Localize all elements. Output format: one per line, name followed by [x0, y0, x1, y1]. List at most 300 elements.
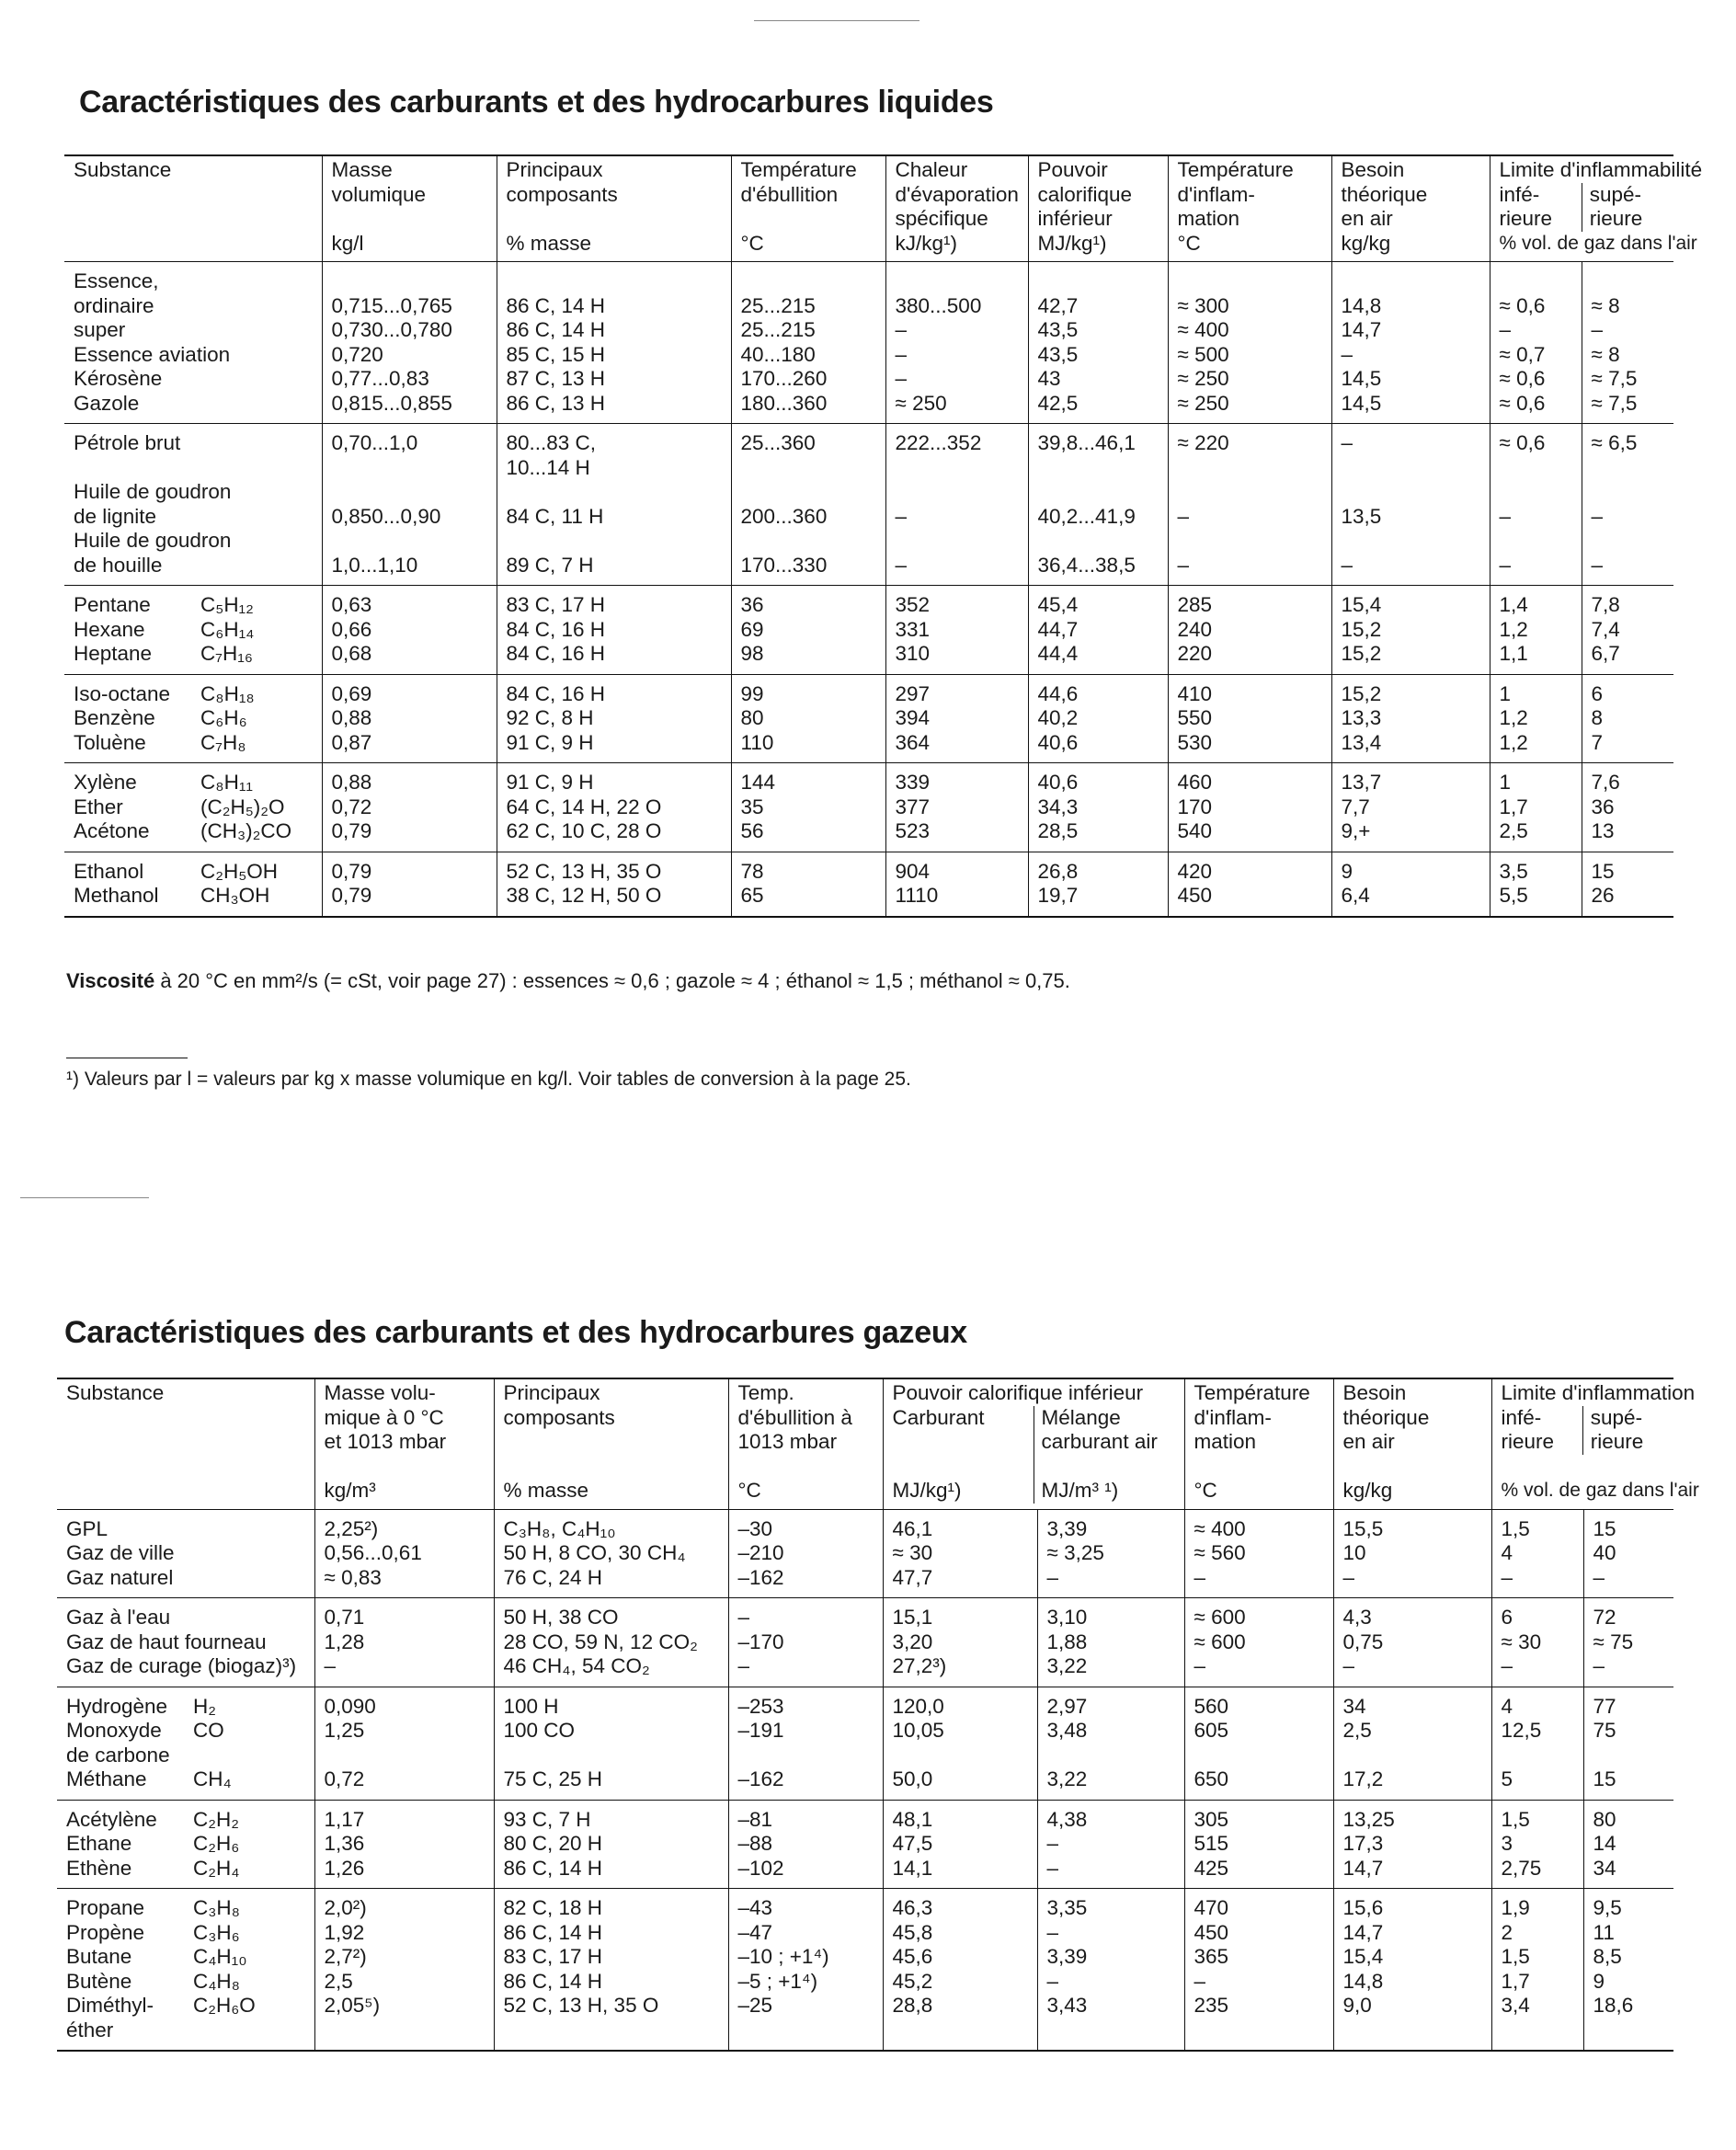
header-text: rieure	[1501, 1430, 1555, 1453]
cell-value: 6,4	[1341, 884, 1370, 907]
cell-value	[332, 480, 491, 505]
cell-value: 1110	[895, 884, 939, 907]
cell-value: 3,22	[1046, 1654, 1088, 1677]
cell-value: 1,2	[1499, 706, 1528, 729]
header-text: % vol. de gaz dans l'air	[1501, 1480, 1699, 1501]
cell-value: 1,1	[1499, 642, 1528, 665]
data-cell	[1582, 424, 1673, 586]
cell-value: 34	[1593, 1856, 1616, 1880]
header-text: Masse	[331, 158, 393, 181]
cell-value: –	[895, 553, 908, 577]
data-cell	[731, 424, 885, 586]
cell-value	[1343, 2018, 1486, 2043]
cell-value: 222...352	[895, 431, 982, 454]
header-text: d'ébullition à	[737, 1405, 852, 1429]
data-cell	[1490, 763, 1582, 852]
substance-label: Gaz à l'eau	[66, 1606, 171, 1629]
cell-value: 15	[1593, 1516, 1616, 1540]
data-cell	[322, 763, 497, 852]
cell-value: 144	[740, 771, 776, 794]
cell-value	[507, 269, 725, 294]
substance-name	[66, 1695, 309, 1720]
cell-value: ≈ 600	[1194, 1630, 1246, 1653]
table-row	[57, 1800, 1673, 1889]
cell-value: 305	[1194, 1807, 1229, 1831]
header-text: Masse volu-	[324, 1381, 436, 1404]
cell-value: 100 H	[503, 1694, 559, 1718]
cell-value: 42,7	[1037, 293, 1079, 317]
cell-value	[1342, 269, 1484, 294]
cell-value: 45,6	[892, 1945, 933, 1968]
header-text	[507, 207, 725, 232]
substance-name	[74, 706, 316, 731]
cell-value: 339	[895, 771, 931, 794]
substance-name	[74, 860, 316, 885]
cell-value: –	[1046, 1856, 1059, 1880]
substance-name	[74, 593, 316, 618]
footnote: ¹) Valeurs par l = valeurs par kg x masse volumique en kg/l. Voir tables de conversion à la page 25.	[66, 1069, 911, 1090]
substance-label: Diméthyl-	[66, 1994, 154, 2017]
substance-label: Gaz de curage (biogaz)³)	[66, 1654, 297, 1677]
substance-label: Gaz de haut fourneau	[66, 1630, 267, 1653]
cell-value: –	[1194, 1969, 1206, 1993]
substance-formula: C₄H₈	[193, 1969, 241, 1993]
cell-value: 0,090	[324, 1694, 376, 1718]
cell-value: 170...260	[740, 367, 828, 390]
cell-value: 34,3	[1037, 795, 1079, 818]
cell-value: 1,0...1,10	[331, 553, 418, 577]
header-text: théorique	[1341, 182, 1428, 206]
substance-label: Benzène	[74, 706, 155, 729]
cell-value: 8	[1591, 706, 1604, 729]
cell-value: 425	[1194, 1856, 1229, 1880]
cell-value: 89 C, 7 H	[506, 553, 594, 577]
cell-value: 3,35	[1046, 1896, 1088, 1919]
cell-value: 25...360	[740, 431, 816, 454]
cell-value: 11	[1593, 1920, 1615, 1944]
cell-value: 43,5	[1037, 342, 1079, 366]
pci-subheaders	[893, 1406, 1179, 1504]
cell-value	[1343, 1744, 1486, 1768]
cell-value: 9,+	[1341, 819, 1371, 842]
data-cell	[1490, 262, 1582, 424]
cell-value: 80 C, 20 H	[503, 1832, 603, 1855]
header-text: d'évaporation	[895, 182, 1019, 206]
table-row	[57, 1687, 1673, 1800]
header-cell	[1028, 155, 1168, 262]
cell-value: 62 C, 10 C, 28 O	[506, 819, 662, 842]
liquid-table	[64, 154, 1703, 918]
cell-value: 0,87	[331, 730, 372, 754]
table-row	[57, 1509, 1673, 1598]
substance-name	[66, 1921, 309, 1946]
cell-value	[1502, 1744, 1578, 1768]
cell-value: ≈ 30	[1501, 1630, 1542, 1653]
header-text: °C	[1194, 1479, 1217, 1502]
cell-value: 50 H, 8 CO, 30 CH₄	[503, 1541, 686, 1564]
header-text: Besoin	[1341, 158, 1405, 181]
cell-value: 3,5	[1499, 859, 1528, 883]
cell-value: –162	[737, 1565, 784, 1589]
cell-value: 4	[1501, 1694, 1513, 1718]
cell-value: –	[1499, 318, 1512, 341]
cell-value: 76 C, 24 H	[503, 1565, 603, 1589]
cell-value: –191	[737, 1719, 784, 1742]
substance-name	[74, 884, 316, 909]
cell-value: 7,8	[1591, 593, 1620, 616]
header-text	[332, 207, 491, 232]
data-cell	[497, 674, 731, 763]
cell-value: 2,5	[1342, 1719, 1372, 1742]
cell-value: 7,4	[1591, 617, 1620, 641]
substance-label: éther	[66, 2018, 114, 2041]
data-cell	[494, 1800, 728, 1889]
data-cell	[1333, 1598, 1491, 1687]
cell-value: 2,7²)	[324, 1945, 367, 1968]
cell-value: 650	[1194, 1767, 1229, 1790]
data-cell	[1028, 763, 1168, 852]
cell-value: 450	[1177, 884, 1213, 907]
cell-value: 40,2	[1037, 706, 1079, 729]
header-text: MJ/m³ ¹)	[1041, 1479, 1119, 1502]
cell-value: 7,7	[1341, 795, 1370, 818]
cell-value: 420	[1177, 859, 1213, 883]
cell-value: 15,4	[1342, 1945, 1384, 1968]
substance-formula: C₅H₁₂	[200, 593, 254, 616]
substance-formula: C₂H₆	[193, 1832, 240, 1855]
substance-label: Acétylène	[66, 1807, 157, 1831]
cell-value	[1500, 456, 1576, 481]
cell-value	[896, 456, 1022, 481]
substance-formula: C₆H₆	[200, 706, 247, 729]
substance-label: de carbone	[66, 1743, 170, 1767]
cell-value: –	[1593, 1654, 1605, 1677]
cell-value: 180...360	[740, 391, 828, 415]
substance-formula: CH₃OH	[200, 884, 270, 907]
cell-value: Essence aviation	[74, 342, 231, 366]
data-cell	[314, 1800, 494, 1889]
cell-value: 0,88	[331, 706, 372, 729]
substance-label: Ethène	[66, 1856, 132, 1880]
header-cell	[494, 1378, 728, 1509]
cell-value: 34	[1342, 1694, 1366, 1718]
header-text: kJ/kg¹)	[895, 231, 957, 255]
data-cell	[883, 1889, 1037, 2052]
header-text	[1042, 1455, 1179, 1480]
header-text: rieure	[1589, 207, 1643, 230]
cell-value: 91 C, 9 H	[506, 771, 594, 794]
cell-value: 46,1	[892, 1516, 933, 1540]
header-text: supé-	[1589, 182, 1642, 206]
cell-value: ≈ 560	[1194, 1541, 1246, 1564]
cell-value: 86 C, 14 H	[506, 318, 606, 341]
header-text: mique à 0 °C	[324, 1405, 444, 1429]
data-cell	[1582, 586, 1673, 675]
data-cell	[1168, 852, 1331, 917]
data-cell	[883, 1509, 1037, 1598]
data-cell	[494, 1509, 728, 1598]
cell-value: 17,2	[1342, 1767, 1384, 1790]
cell-value: 1,5	[1501, 1945, 1530, 1968]
cell-value: 605	[1194, 1719, 1229, 1742]
header-text: °C	[737, 1479, 761, 1502]
scan-mark	[754, 20, 919, 21]
cell-value: 13,5	[1341, 504, 1382, 528]
cell-value	[1500, 480, 1576, 505]
cell-value	[1038, 529, 1162, 554]
data-cell	[494, 1687, 728, 1800]
substance-formula: C₂H₆O	[193, 1994, 256, 2017]
cell-value: 25...215	[740, 293, 816, 317]
cell-value: 220	[1177, 642, 1213, 665]
substance-label: Propane	[66, 1896, 145, 1919]
header-text: kg/l	[331, 231, 364, 255]
substance-label: Heptane	[74, 642, 153, 665]
cell-value: super	[74, 318, 126, 341]
header-text: °C	[740, 231, 764, 255]
table-row	[64, 852, 1673, 917]
cell-value	[896, 480, 1022, 505]
cell-value	[1592, 456, 1669, 481]
cell-value: ≈ 0,83	[324, 1565, 382, 1589]
cell-value: 200...360	[740, 504, 828, 528]
data-cell	[728, 1509, 883, 1598]
header-text: d'ébullition	[740, 182, 839, 206]
substance-formula: C₈H₁₈	[200, 681, 255, 705]
cell-value	[332, 529, 491, 554]
cell-value: –	[1501, 1654, 1513, 1677]
substance-label: Hydrogène	[66, 1694, 168, 1718]
cell-value: 377	[895, 795, 931, 818]
cell-value: 84 C, 16 H	[506, 681, 606, 705]
substance-formula: C₃H₆	[193, 1920, 240, 1944]
data-cell	[1490, 674, 1582, 763]
cell-value: 69	[740, 617, 764, 641]
data-cell	[1028, 262, 1168, 424]
cell-value: 6,7	[1591, 642, 1620, 665]
data-cell	[1184, 1687, 1333, 1800]
cell-value: –	[1046, 1969, 1059, 1993]
header-row	[64, 155, 1673, 262]
cell-value	[1178, 529, 1326, 554]
substance-name	[66, 1857, 309, 1881]
substance-name	[66, 1808, 309, 1833]
header-text: Limite d'inflammation	[1501, 1381, 1696, 1404]
cell-value: 331	[895, 617, 931, 641]
cell-value: 86 C, 14 H	[503, 1920, 603, 1944]
substance-name	[66, 1517, 309, 1542]
cell-value: –253	[737, 1694, 784, 1718]
gaseous-title: Caractéristiques des carburants et des hydrocarbures gazeux	[64, 1315, 967, 1350]
cell-value: 10...14 H	[506, 455, 590, 479]
header-text: composants	[503, 1405, 615, 1429]
cell-value: 13	[1591, 819, 1615, 842]
cell-value	[741, 269, 880, 294]
header-text: en air	[1341, 207, 1393, 230]
cell-value: 19,7	[1037, 884, 1079, 907]
data-cell	[1168, 763, 1331, 852]
table-row	[64, 586, 1673, 675]
substance-label: Gaz de ville	[66, 1541, 175, 1564]
cell-value: 99	[740, 681, 764, 705]
cell-value: 2	[1501, 1920, 1513, 1944]
data-cell	[1491, 1509, 1583, 1598]
header-cell-pci	[883, 1378, 1184, 1509]
cell-value: 92 C, 8 H	[506, 706, 594, 729]
data-cell	[322, 262, 497, 424]
cell-value: 80...83 C,	[506, 431, 597, 454]
header-cell-substance	[64, 155, 322, 262]
substance-formula: C₂H₄	[193, 1856, 240, 1880]
viscosity-note	[66, 969, 1070, 993]
cell-value: 43,5	[1037, 318, 1079, 341]
table-header	[64, 155, 1703, 262]
cell-value: 1,5	[1501, 1807, 1530, 1831]
header-text	[504, 1430, 723, 1455]
substance-label: Xylène	[74, 771, 137, 794]
table-row	[64, 262, 1673, 424]
data-cell	[1333, 1800, 1491, 1889]
substance-name	[74, 795, 316, 820]
header-text: Température	[740, 158, 857, 181]
cell-value: –	[1341, 431, 1353, 454]
cell-value: –	[1499, 504, 1512, 528]
header-text: infé-	[1499, 182, 1540, 206]
cell-value: 14,7	[1342, 1856, 1384, 1880]
header-text: 1013 mbar	[737, 1430, 838, 1453]
cell-value: 1,92	[324, 1920, 365, 1944]
cell-value: –5 ; +1⁴)	[737, 1969, 818, 1993]
data-cell	[1037, 1889, 1184, 2052]
substance-cell	[57, 1800, 314, 1889]
cell-value	[1502, 2018, 1578, 2043]
data-cell	[322, 674, 497, 763]
cell-value: –	[1194, 1654, 1206, 1677]
cell-value: 1,5	[1501, 1516, 1530, 1540]
cell-value: ≈ 0,6	[1499, 367, 1546, 390]
scan-mark	[20, 1197, 149, 1198]
cell-value: 14	[1593, 1832, 1616, 1855]
substance-name	[74, 642, 316, 667]
cell-value: 460	[1177, 771, 1213, 794]
cell-value: 0,79	[331, 819, 372, 842]
substance-formula: C₈H₁₁	[200, 771, 254, 794]
header-text: théorique	[1342, 1405, 1430, 1429]
substance-cell	[64, 424, 322, 586]
substance-name	[66, 1767, 309, 1792]
cell-value: ≈ 600	[1194, 1606, 1246, 1629]
header-text: en air	[1342, 1430, 1395, 1453]
gaseous-table	[57, 1378, 1699, 2052]
cell-value: 100 CO	[503, 1719, 576, 1742]
cell-value: 47,5	[892, 1832, 933, 1855]
cell-value: 9,0	[1342, 1994, 1372, 2017]
cell-value: 1,7	[1499, 795, 1528, 818]
header-text: calorifique	[1037, 182, 1133, 206]
header-text: kg/kg	[1341, 231, 1391, 255]
cell-value: 1,36	[324, 1832, 365, 1855]
cell-value: –	[895, 318, 908, 341]
cell-value: 14,7	[1342, 1920, 1384, 1944]
cell-value: ≈ 8	[1591, 342, 1620, 366]
cell-value: –	[1177, 553, 1190, 577]
cell-value	[1178, 480, 1326, 505]
cell-value: 13,3	[1341, 706, 1382, 729]
header-cell	[731, 155, 885, 262]
cell-value: 47,7	[892, 1565, 933, 1589]
cell-value	[325, 1744, 488, 1768]
header-cell	[322, 155, 497, 262]
cell-value: 43	[1037, 367, 1061, 390]
cell-value: 170...330	[740, 553, 828, 577]
cell-value: –	[1593, 1565, 1605, 1589]
data-cell	[494, 1598, 728, 1687]
cell-value: 28,8	[892, 1994, 933, 2017]
cell-value: –88	[737, 1832, 773, 1855]
cell-value: 3,48	[1046, 1719, 1088, 1742]
cell-value: 77	[1593, 1694, 1616, 1718]
table-header	[57, 1378, 1699, 1509]
cell-value: –	[1591, 553, 1604, 577]
header-text: Principaux	[506, 158, 603, 181]
data-cell	[1582, 763, 1673, 852]
cell-value: ≈ 250	[1177, 391, 1229, 415]
cell-value: 297	[895, 681, 931, 705]
cell-value: 86 C, 14 H	[503, 1969, 603, 1993]
cell-value: 15,1	[892, 1606, 933, 1629]
cell-value: 0,715...0,765	[331, 293, 452, 317]
data-cell	[1333, 1509, 1491, 1598]
header-text	[504, 1455, 723, 1480]
substance-label: GPL	[66, 1516, 108, 1540]
data-cell	[497, 852, 731, 917]
substance-formula: (C₂H₅)₂O	[200, 795, 285, 818]
cell-value: ≈ 30	[892, 1541, 933, 1564]
table-row	[57, 1889, 1673, 2052]
cell-value: ≈ 400	[1177, 318, 1229, 341]
header-cell	[728, 1378, 883, 1509]
substance-name	[66, 1630, 309, 1655]
substance-name	[66, 1945, 309, 1970]
cell-value: 52 C, 13 H, 35 O	[506, 859, 662, 883]
cell-value: –	[737, 1606, 750, 1629]
data-cell	[322, 852, 497, 917]
header-cell-limit	[1490, 155, 1703, 262]
cell-value: 1,17	[324, 1807, 365, 1831]
cell-value: 87 C, 13 H	[506, 367, 606, 390]
cell-value: de lignite	[74, 504, 157, 528]
cell-value: 35	[740, 795, 764, 818]
cell-value: ≈ 0,6	[1499, 391, 1546, 415]
cell-value: 5	[1501, 1767, 1513, 1790]
header-cell	[1333, 1378, 1491, 1509]
cell-value: 15,4	[1341, 593, 1382, 616]
cell-value: 36	[740, 593, 764, 616]
cell-value: 15,6	[1342, 1896, 1384, 1919]
cell-value: 42,5	[1037, 391, 1079, 415]
cell-value: 6	[1591, 681, 1604, 705]
data-cell	[1184, 1889, 1333, 2052]
limit-upper	[1582, 1406, 1668, 1455]
viscosity-text: à 20 °C en mm²/s (= cSt, voir page 27) : essences ≈ 0,6 ; gazole ≈ 4 ; éthanol ≈ 1,5 ; méthanol ≈ 0,75.	[154, 969, 1070, 992]
data-cell	[731, 262, 885, 424]
substance-name	[66, 2018, 309, 2043]
cell-value: 410	[1177, 681, 1213, 705]
header-cell	[885, 155, 1028, 262]
cell-value: 83 C, 17 H	[506, 593, 606, 616]
header-cell	[1184, 1378, 1333, 1509]
cell-value: ≈ 8	[1591, 293, 1620, 317]
